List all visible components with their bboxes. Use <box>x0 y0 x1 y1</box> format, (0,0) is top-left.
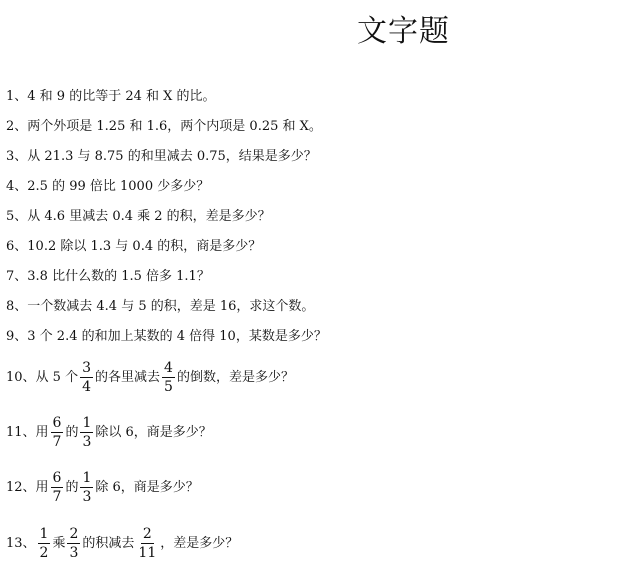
question-13-prefix: 13、 <box>6 535 36 551</box>
fraction-one-third <box>80 470 93 505</box>
fraction-numerator: 6 <box>52 415 62 431</box>
fraction-six-sevenths <box>51 415 64 450</box>
fraction-three-quarters <box>80 360 93 395</box>
fraction-one-half <box>38 526 51 561</box>
fraction-denominator: 7 <box>52 489 62 505</box>
question-10-prefix: 10、从 5 个 <box>6 369 79 385</box>
question-13-middle-2: 的积减去 <box>82 535 135 551</box>
fraction-denominator: 11 <box>138 545 157 561</box>
question-11-suffix: 除以 6，商是多少？ <box>95 424 212 440</box>
fraction-numerator: 2 <box>69 526 79 542</box>
fraction-numerator: 4 <box>164 360 173 376</box>
fraction-denominator: 2 <box>39 545 49 561</box>
fraction-numerator: 3 <box>82 360 91 376</box>
fraction-denominator: 7 <box>52 434 62 450</box>
fraction-four-fifths <box>162 360 175 395</box>
question-10 <box>6 360 294 395</box>
question-12-suffix: 除 6，商是多少？ <box>95 479 199 495</box>
fraction-denominator: 3 <box>82 434 92 450</box>
question-4: 4、2.5 的 99 倍比 1000 少多少？ <box>6 179 210 194</box>
question-6: 6、10.2 除以 1.3 与 0.4 的积，商是多少？ <box>6 239 262 254</box>
fraction-two-thirds <box>67 526 80 561</box>
fraction-six-sevenths <box>51 470 64 505</box>
question-13-suffix: ，差是多少？ <box>160 535 239 551</box>
fraction-denominator: 5 <box>164 379 173 395</box>
fraction-one-third <box>80 415 93 450</box>
question-8: 8、一个数减去 4.4 与 5 的积，差是 16，求这个数。 <box>6 299 315 314</box>
question-12-prefix: 12、用 <box>6 479 49 495</box>
fraction-numerator: 1 <box>39 526 49 542</box>
question-10-suffix: 的倒数，差是多少？ <box>176 369 294 385</box>
fraction-denominator: 4 <box>82 379 91 395</box>
question-12-middle: 的 <box>65 479 79 495</box>
question-12 <box>6 470 199 505</box>
question-9: 9、3 个 2.4 的和加上某数的 4 倍得 10，某数是多少？ <box>6 329 327 344</box>
fraction-two-elevenths <box>136 526 158 561</box>
question-11-prefix: 11、用 <box>6 424 49 440</box>
fraction-numerator: 2 <box>142 526 152 542</box>
question-10-middle: 的各里减去 <box>95 369 161 385</box>
question-2: 2、两个外项是 1.25 和 1.6，两个内项是 0.25 和 X。 <box>6 119 322 134</box>
fraction-numerator: 1 <box>82 415 92 431</box>
fraction-numerator: 1 <box>82 470 92 486</box>
question-3: 3、从 21.3 与 8.75 的和里减去 0.75，结果是多少？ <box>6 149 317 164</box>
question-11-middle: 的 <box>65 424 79 440</box>
page-title: 文字题 <box>357 14 450 49</box>
question-11 <box>6 415 212 450</box>
question-5: 5、从 4.6 里减去 0.4 乘 2 的积，差是多少？ <box>6 209 271 224</box>
fraction-numerator: 6 <box>52 470 62 486</box>
fraction-denominator: 3 <box>69 545 79 561</box>
question-1: 1、4 和 9 的比等于 24 和 X 的比。 <box>6 89 216 104</box>
question-13-middle-1: 乘 <box>52 535 66 551</box>
question-13 <box>6 526 238 561</box>
question-7: 7、3.8 比什么数的 1.5 倍多 1.1？ <box>6 269 210 284</box>
fraction-denominator: 3 <box>82 489 92 505</box>
